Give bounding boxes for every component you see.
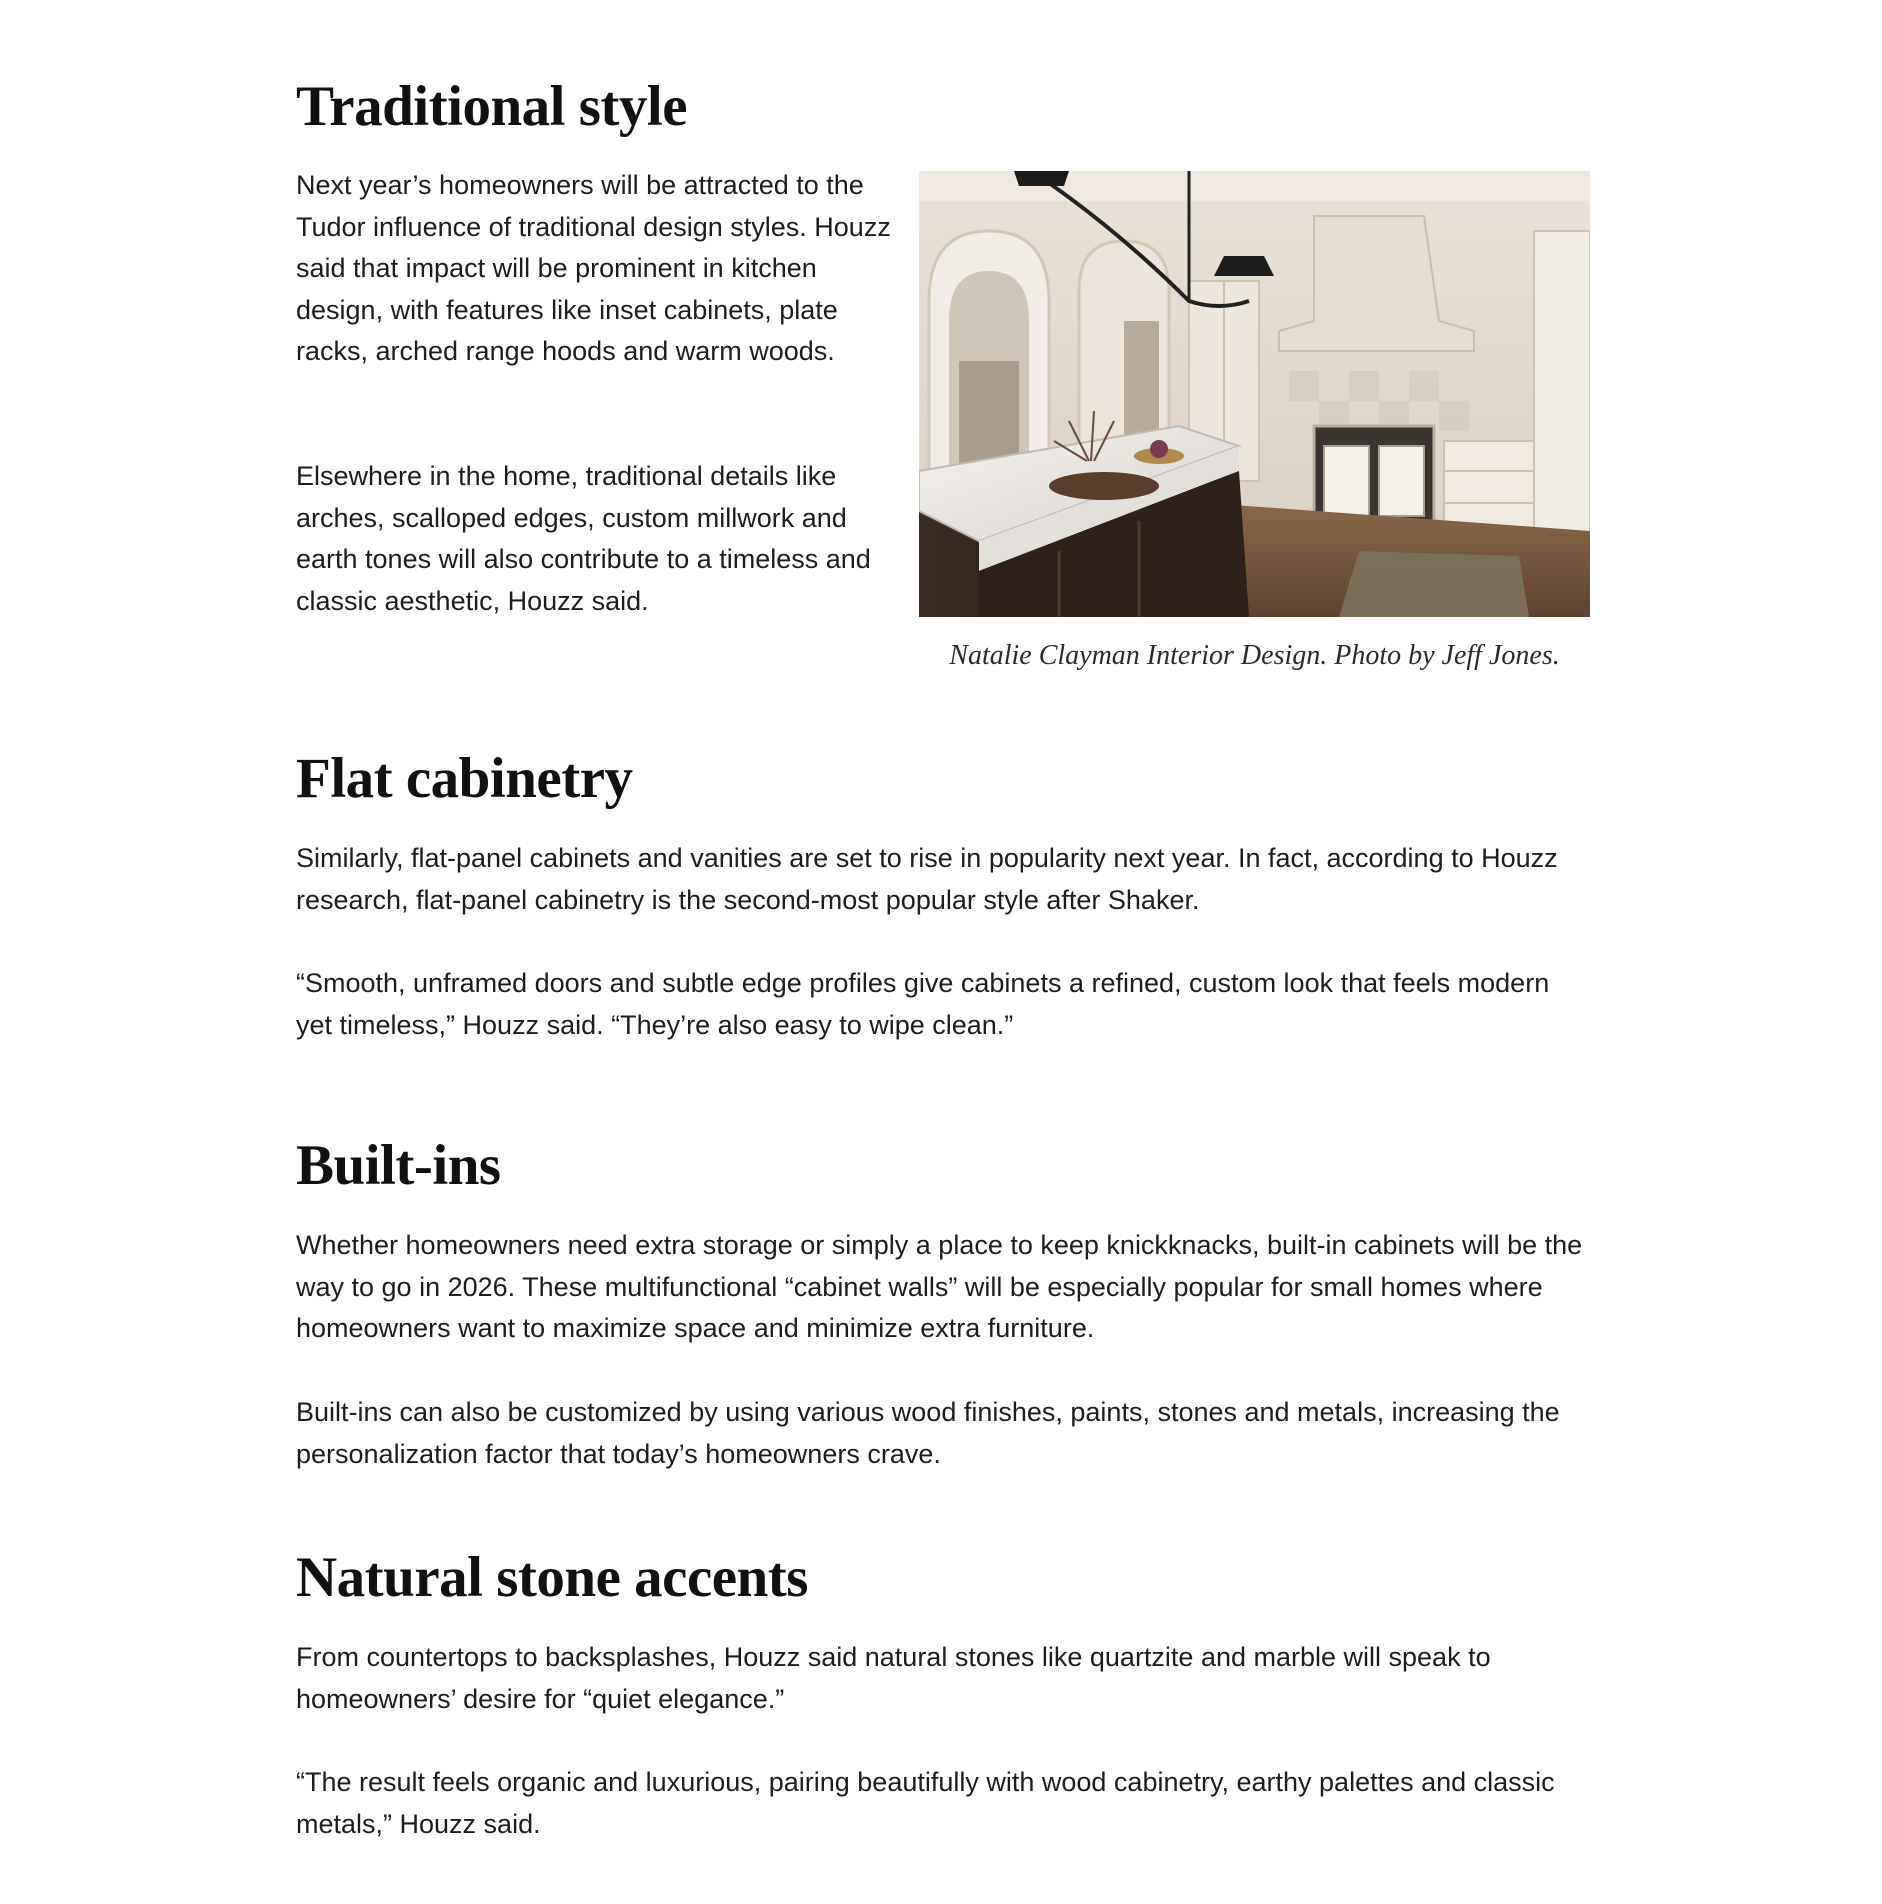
heading-built-ins: Built-ins <box>296 1134 501 1197</box>
paragraph-flat-2: “Smooth, unframed doors and subtle edge profiles give cabinets a refined, custom look that feels modern yet timeless,” Houzz said. “They’re also easy to wipe clean.” <box>296 968 1550 1040</box>
kitchen-photo-icon <box>919 171 1590 617</box>
paragraph-traditional-1: Next year’s homeowners will be attracted to the Tudor influence of traditional design styles. Houzz said that impact will be prominent in kitchen design, with features like inset cabinets, plate racks, arched range hoods and warm woods. <box>296 170 891 367</box>
paragraph-traditional-2: Elsewhere in the home, traditional details like arches, scalloped edges, custom millwork and earth tones will also contribute to a timeless and classic aesthetic, Houzz said. <box>296 461 871 616</box>
heading-natural-stone-accents: Natural stone accents <box>296 1546 808 1609</box>
paragraph-stone-2: “The result feels organic and luxurious, pairing beautifully with wood cabinetry, earthy palettes and classic metals,” Houzz said. <box>296 1767 1555 1839</box>
paragraph-stone-1: From countertops to backsplashes, Houzz said natural stones like quartzite and marble will speak to homeowners’ desire for “quiet elegance.” <box>296 1642 1491 1714</box>
paragraph-builtins-1: Whether homeowners need extra storage or simply a place to keep knickknacks, built-in cabinets will be the way to go in 2026. These multifunctional “cabinet walls” will be especially popular for small homes where homeowners want to maximize space and minimize extra furniture. <box>296 1230 1583 1344</box>
heading-flat-cabinetry: Flat cabinetry <box>296 747 633 810</box>
paragraph-flat-1: Similarly, flat-panel cabinets and vanities are set to rise in popularity next year. In fact, according to Houzz research, flat-panel cabinetry is the second-most popular style after Shaker. <box>296 843 1558 915</box>
paragraph-builtins-2: Built-ins can also be customized by using various wood finishes, paints, stones and metals, increasing the personalization factor that today’s homeowners crave. <box>296 1397 1560 1469</box>
heading-traditional-style: Traditional style <box>296 75 688 138</box>
image-caption: Natalie Clayman Interior Design. Photo by Jeff Jones. <box>949 640 1560 671</box>
kitchen-figure <box>919 171 1590 677</box>
